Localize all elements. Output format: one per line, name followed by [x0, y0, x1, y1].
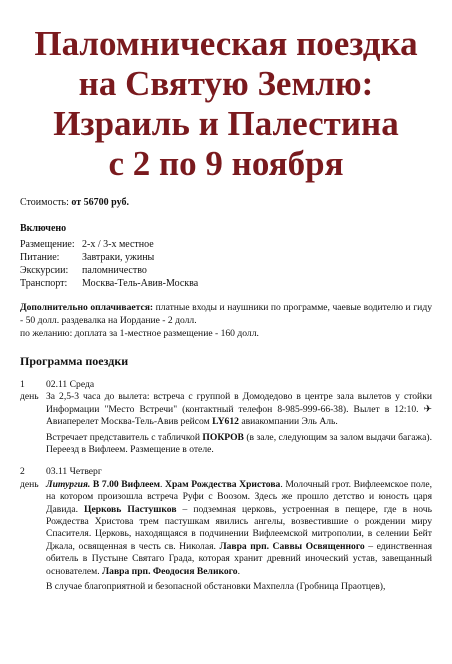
- included-value: Москва-Тель-Авив-Москва: [82, 278, 199, 289]
- included-key: Транспорт:: [20, 278, 68, 289]
- church-name: Храм Рождества Христова: [165, 478, 281, 490]
- day-number: 1: [20, 379, 25, 390]
- included-value: Завтраки, ужины: [82, 252, 155, 263]
- included-row-meals: [20, 251, 432, 264]
- day-header: [20, 379, 432, 391]
- program-day-2: [20, 466, 432, 593]
- day-number: 2: [20, 466, 25, 478]
- day-header: [20, 466, 432, 478]
- included-key: Экскурсии:: [20, 265, 69, 276]
- sign-name: ПОКРОВ: [202, 431, 244, 443]
- airplane-icon: ✈: [423, 403, 432, 415]
- flight-tail: авиакомпании Эль Аль.: [238, 416, 338, 428]
- program-heading: Программа поездки: [20, 354, 129, 368]
- day-text: [46, 391, 432, 456]
- extra-single-room: по желанию: доплата за 1-местное размещение - 160 долл.: [20, 328, 259, 339]
- day-label: день: [20, 478, 39, 490]
- title-line-1: Паломническая поездка: [34, 24, 418, 63]
- day-text-part: .: [237, 565, 240, 577]
- day-paragraph: В случае благоприятной и безопасной обстановки Махпелла (Гробница Праотцев),: [46, 581, 386, 593]
- included-row-excursions: [20, 264, 432, 277]
- cost-label: Стоимость:: [20, 197, 72, 208]
- day-text-part: Встречает представитель с табличкой: [46, 431, 203, 443]
- program-day-1: [20, 379, 432, 456]
- included-list: [20, 238, 432, 290]
- cost-value: от 56700 руб.: [71, 197, 129, 208]
- day-text: [46, 479, 432, 594]
- document-page: [0, 24, 452, 664]
- day-paragraph: [46, 432, 432, 457]
- included-value: 2-х / 3-х местное: [82, 239, 154, 250]
- day-body: [20, 391, 432, 456]
- day-text-part: .: [160, 478, 166, 490]
- liturgy-time: В 7.00 Вифлеем: [90, 478, 161, 490]
- cost-line: [20, 197, 432, 208]
- day-paragraph: [46, 391, 432, 428]
- included-value: паломничество: [82, 265, 147, 276]
- liturgy-label: Литургия.: [46, 478, 91, 490]
- day-body: [20, 479, 432, 594]
- included-row-accommodation: [20, 238, 432, 251]
- included-row-transport: [20, 277, 432, 290]
- flight-text: Авиаперелет Москва-Тель-Авив рейсом: [46, 416, 213, 428]
- day-paragraph: [46, 479, 432, 578]
- included-heading: Включено: [20, 223, 67, 234]
- title-line-2: на Святую Землю:: [78, 64, 374, 103]
- extra-payments: [20, 301, 432, 327]
- day-date: 02.11 Среда: [46, 379, 95, 390]
- day-text-part: (в зале, следующим за залом выдачи багажа). Переезд в Вифлеем. Размещение в отеле.: [46, 431, 432, 456]
- title-line-4: с 2 по 9 ноября: [108, 144, 344, 183]
- title-line-3: Израиль и Палестина: [53, 104, 399, 143]
- day-text-part: – единственная обитель в Пустыне Святаго Града, которая хранит древний иноческий устав, завещанный основателем.: [46, 540, 432, 577]
- included-key: Питание:: [20, 252, 60, 263]
- flight-number: LY612: [212, 416, 239, 428]
- day-label: день: [20, 391, 39, 403]
- day-text-part: – подземная церковь, устроенная в пещере, где в ночь Рождества Христова трем пастушкам явились ангелы, возвестившие о рождении миру Спасителя. Церковь, находящаяся в подчинении Вифлеемской митрополии, в селении Бейт Джала, освященная в честь св. Николая.: [46, 503, 432, 552]
- lavra-savva: Лавра прп. Саввы Освященного: [219, 540, 365, 552]
- included-key: Размещение:: [20, 239, 75, 250]
- shepherds-church: Церковь Пастушков: [84, 503, 177, 515]
- day-date: 03.11 Четверг: [46, 466, 102, 478]
- day-text-part: . Молочный грот. Вифлеемское поле, на котором произошла встреча Руфи с Воозом. Здесь же прошло детство и юность царя Давида.: [46, 478, 432, 515]
- extra-label: Дополнительно оплачивается:: [20, 302, 154, 313]
- lavra-feodosiy: Лавра прп. Феодосия Великого: [102, 565, 238, 577]
- extra-text: платные входы и наушники по программе, чаевые водителю и гиду - 50 долл. раздевалка на Иордание - 2 долл.: [20, 302, 432, 326]
- day-text-part: За 2,5-3 часа до вылета: встреча с группой в Домодедово в центре зала вылетов у стойки Информации "Место Встречи" (контактный телефон 8-985-999-66-38). Вылет в 12:10.: [46, 391, 432, 415]
- page-title: [20, 24, 432, 184]
